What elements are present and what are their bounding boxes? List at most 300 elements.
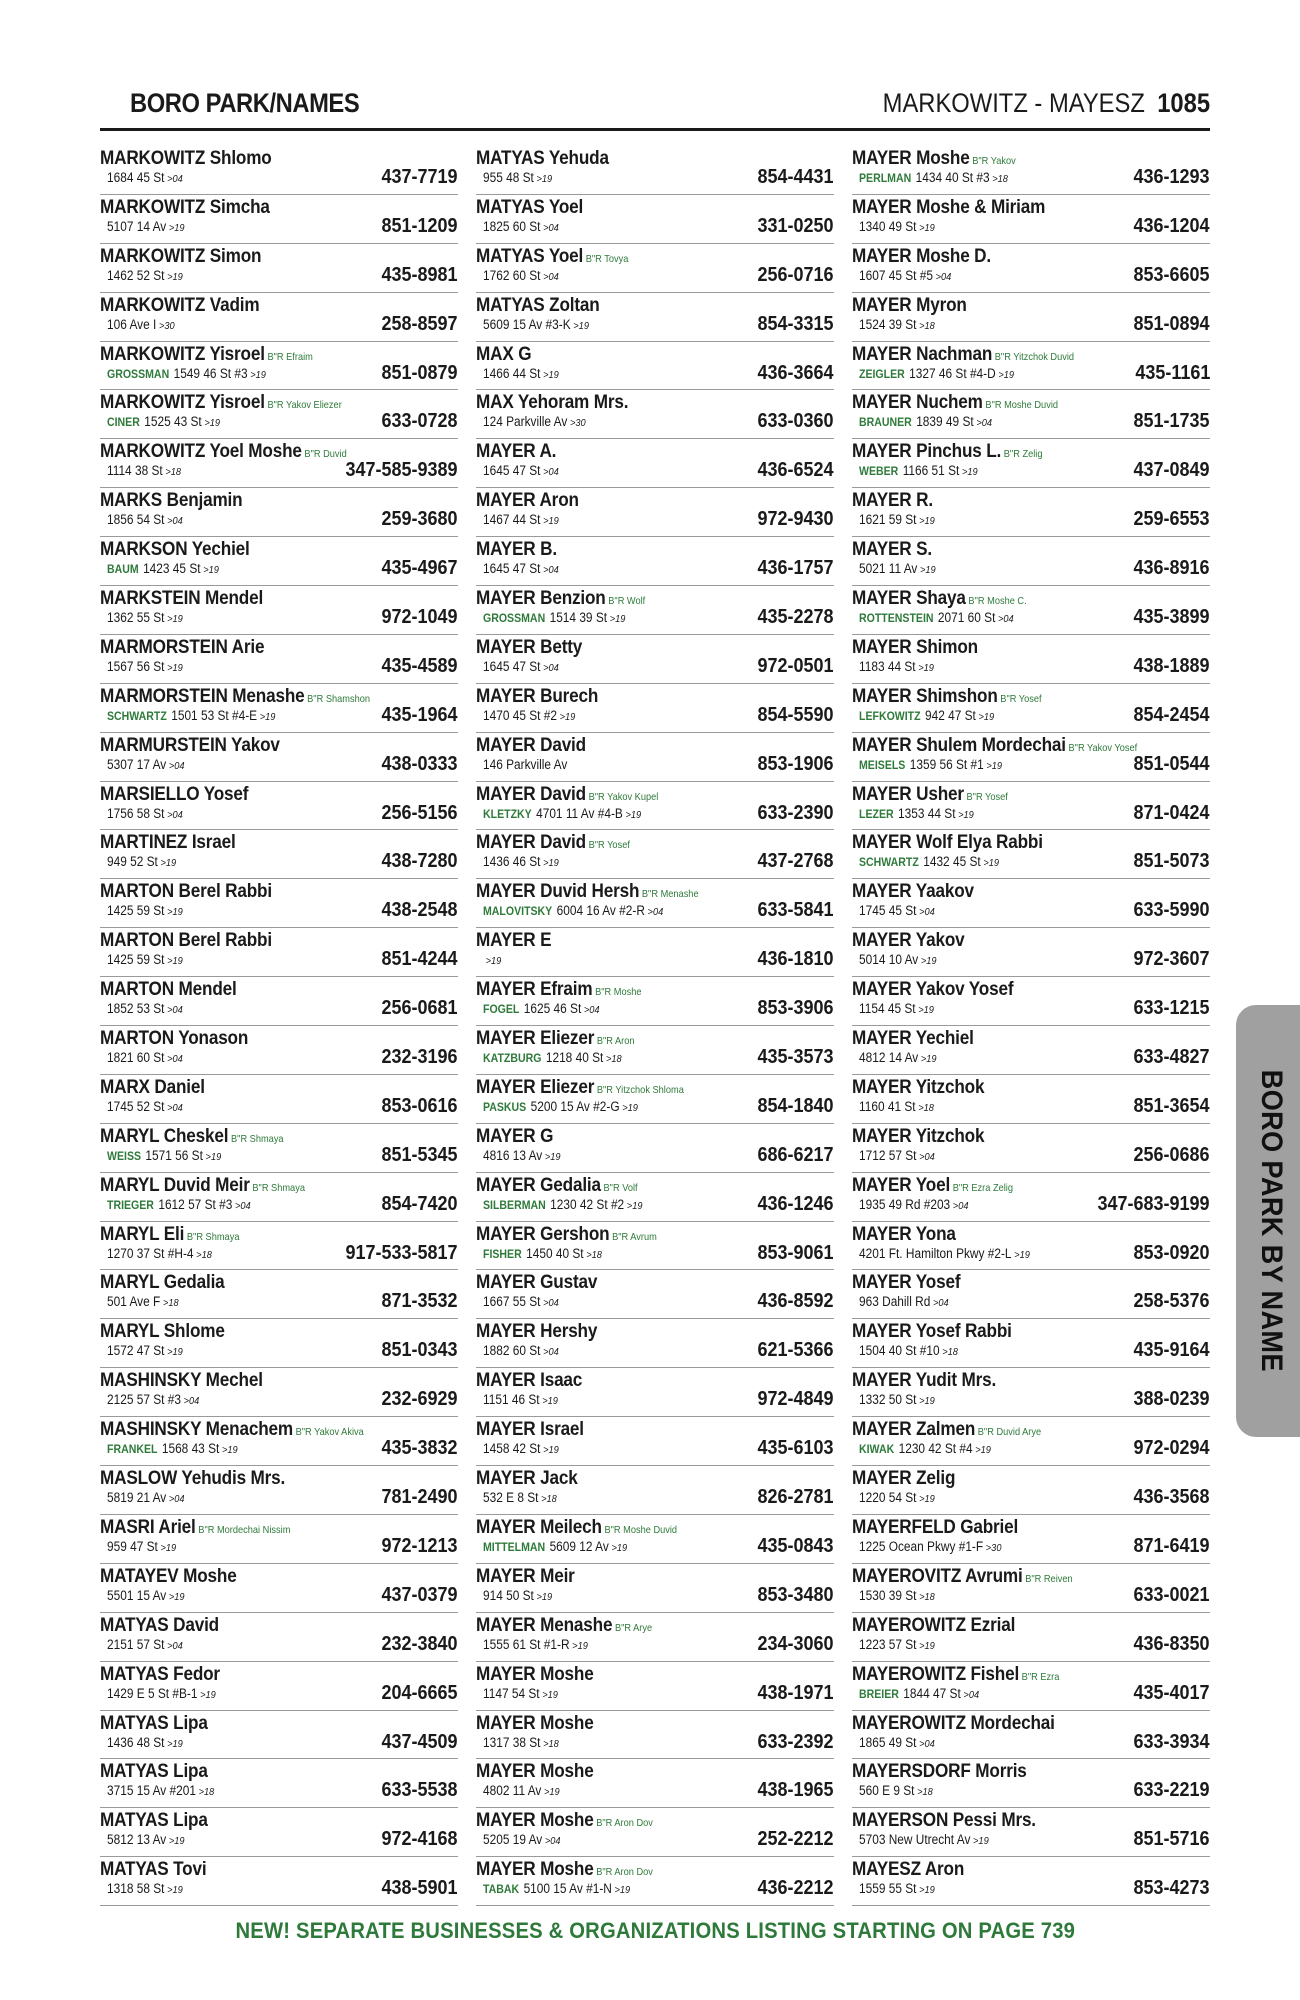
street-address: 1467 44 St [483,512,541,528]
zip-code: >04 [543,221,559,234]
zip-code: >19 [168,221,185,234]
listing-address [483,610,625,625]
listing-entry [100,1173,458,1222]
name-text: MASLOW Yehudis Mrs. [100,1467,286,1490]
name-text: MAYEROVITZ Avrumi [852,1564,1023,1587]
listing-entry [476,146,834,195]
name-text: MAYERFELD Gabriel [852,1515,1019,1538]
phone-number: 438-5901 [381,1877,458,1900]
maiden-name: BREIER [859,1686,899,1701]
listing-name [100,1516,290,1539]
name-text: MAYER Yakov [852,929,965,952]
name-text: MARTINEZ Israel [100,831,236,854]
listing-entry [852,1270,1210,1319]
street-address: 5501 15 Av [107,1587,167,1603]
name-text: MAYER Jack [476,1467,578,1490]
street-address: 1327 46 St #4-D [909,365,996,381]
name-text: MASHINSKY Mechel [100,1369,263,1392]
listing-address [107,1832,185,1847]
phone-number: 436-3664 [757,361,834,384]
listing-address [107,1783,214,1798]
name-text: MARYL Eli [100,1222,185,1245]
street-address: 1762 60 St [483,267,541,283]
listing-address [859,268,951,283]
phone-number: 853-0920 [1133,1241,1210,1264]
listing-name [476,1809,653,1832]
phone-number: 252-2212 [757,1828,834,1851]
phone-number: 435-9164 [1133,1339,1210,1362]
name-text: MAYER B. [476,538,557,561]
listing-name [852,1467,955,1490]
zip-code: >19 [543,515,559,528]
name-text: MAYER Gustav [476,1271,598,1294]
name-text: MAYER Moshe [476,1760,594,1783]
name-text: MAYER Moshe [852,147,970,169]
name-text: MAYER Eliezer [476,1075,595,1098]
name-text: MARKOWITZ Yisroel [100,391,265,414]
maiden-name: CINER [107,415,140,430]
phone-number: 435-0843 [757,1534,834,1557]
phone-number: 435-1964 [381,703,458,726]
patronymic: B"R Yosef [1000,692,1042,705]
listing-address [107,1735,183,1750]
name-text: MAYERSDORF Morris [852,1760,1027,1783]
listing-address [107,1490,185,1505]
zip-code: >04 [963,1688,980,1701]
zip-code: >19 [978,710,995,723]
zip-code: >19 [572,1639,588,1652]
name-text: MARKSON Yechiel [100,538,250,561]
listing-entry [852,1124,1210,1173]
zip-code: >04 [167,515,183,528]
name-text: MATYAS Lipa [100,1711,208,1734]
listing-entry [852,244,1210,293]
listing-entry [100,1124,458,1173]
listing-entry [100,1857,458,1906]
street-address: 1160 41 St [859,1098,916,1114]
listing-name [100,978,237,1001]
directory-columns [100,146,1210,1911]
listing-entry [852,1075,1210,1124]
listing-name [852,783,1008,806]
name-text: MAYER Gershon [476,1222,610,1245]
listing-address [859,1343,958,1358]
maiden-name: BAUM [107,562,139,577]
patronymic: B"R Wolf [608,595,646,608]
name-text: MARTON Berel Rabbi [100,929,272,952]
listing-entry [100,782,458,831]
street-address: 1756 58 St [107,805,165,821]
listing-address [483,317,589,332]
maiden-name: WEISS [107,1148,142,1163]
street-address: 5703 New Utrecht Av [859,1832,971,1848]
listing-name [476,978,642,1001]
zip-code: >18 [919,1590,935,1603]
zip-code: >19 [167,270,183,283]
street-address: 1218 40 St [545,1050,604,1066]
listing-entry [476,1759,834,1808]
name-range: MARKOWITZ - MAYESZ [882,88,1145,118]
listing-name [100,538,250,561]
zip-code: >19 [919,221,935,234]
street-address: 1429 E 5 St #B-1 [107,1685,198,1701]
name-text: MAYER David [476,733,586,756]
side-tab [1236,1005,1300,1437]
listing-name [476,440,556,463]
zip-code: >19 [958,808,974,821]
zip-code: >19 [919,1884,935,1897]
maiden-name: FISHER [483,1246,522,1261]
patronymic: B"R Yitzchok Shloma [596,1083,684,1096]
street-address: 1865 49 St [859,1734,917,1750]
listing-name [100,685,370,708]
zip-code: >19 [918,661,934,674]
phone-number: 853-4273 [1133,1877,1210,1900]
maiden-name: KLETZKY [483,806,532,821]
listing-address [483,268,559,283]
listing-address [859,1392,935,1407]
street-address: 1340 49 St [859,218,917,234]
street-address: 1270 37 St #H-4 [107,1245,194,1261]
listing-name [476,1027,635,1050]
street-address: 1821 60 St [107,1050,165,1066]
listing-name [100,1712,208,1735]
street-address: 1607 45 St #5 [859,267,933,283]
street-address: 1166 51 St [902,463,960,479]
listing-name [476,1516,677,1539]
listing-address [483,1246,602,1261]
zip-code: >19 [160,857,177,870]
phone-number: 438-1889 [1133,654,1210,677]
listing-entry [852,1857,1210,1906]
listing-name [852,1076,984,1099]
listing-name [476,343,531,366]
name-text: MARYL Shlome [100,1320,225,1343]
phone-number: 633-0360 [757,410,834,433]
zip-code: >04 [919,906,935,919]
name-text: MAYER Betty [476,635,583,658]
zip-code: >18 [919,319,935,332]
listing-address [859,708,994,723]
street-address: 5014 10 Av [859,952,919,968]
listing-entry [852,1564,1210,1613]
phone-number: 972-1213 [381,1534,458,1557]
listing-entry [476,1026,834,1075]
listing-name [852,1516,1018,1539]
zip-code: >19 [975,1444,991,1457]
listing-entry [476,1711,834,1760]
zip-code: >19 [259,710,276,723]
street-address: 1839 49 St [916,414,974,430]
listing-name [476,1467,578,1490]
listing-address [483,952,501,967]
listing-name [852,1760,1027,1783]
name-text: MAYER Moshe [476,1662,594,1685]
zip-code: >19 [167,1737,183,1750]
listing-entry [852,1808,1210,1857]
name-text: MARSIELLO Yosef [100,782,249,805]
maiden-name: KIWAK [859,1442,895,1457]
listing-name [852,1663,1059,1686]
zip-code: >04 [583,1004,600,1017]
zip-code: >19 [543,368,559,381]
listing-entry [476,293,834,342]
zip-code: >04 [167,1004,183,1017]
listing-name [100,489,242,512]
street-address: 959 47 St [107,1538,158,1554]
maiden-name: SILBERMAN [483,1197,546,1212]
zip-code: >19 [611,1541,628,1554]
listing-entry [100,1662,458,1711]
name-text: MARX Daniel [100,1075,205,1098]
listing-address [483,854,559,869]
name-text: MAYER Yona [852,1222,956,1245]
listing-address [859,1001,934,1016]
listing-name [100,636,264,659]
phone-number: 972-0294 [1133,1437,1210,1460]
zip-code: >04 [167,808,183,821]
listing-entry [100,879,458,928]
patronymic: B"R Duvid [304,448,347,461]
name-text: MATYAS Yoel [476,244,584,267]
zip-code: >04 [543,564,559,577]
phone-number: 259-3680 [381,508,458,531]
patronymic: B"R Yitzchok Duvid [994,350,1075,363]
name-text: MAYER Burech [476,684,599,707]
zip-code: >04 [976,417,992,430]
listing-entry [476,342,834,391]
listing-name [100,1418,364,1441]
maiden-name: LEFKOWITZ [859,708,921,723]
listing-entry [852,488,1210,537]
zip-code: >19 [609,613,626,626]
listing-address [107,170,183,185]
listing-name [476,1663,594,1686]
listing-name [852,1614,1015,1637]
phone-number: 232-3196 [381,1046,458,1069]
patronymic: B"R Menashe [641,888,699,901]
listing-name [100,1467,285,1490]
phone-number: 256-5156 [381,801,458,824]
listing-address [107,512,183,527]
zip-code: >18 [942,1346,958,1359]
listing-entry [852,146,1210,195]
listing-entry [476,1613,834,1662]
street-address: 1359 56 St #1 [909,756,984,772]
patronymic: B"R Mordechai Nissim [198,1523,291,1536]
name-text: MAYER Menashe [476,1613,613,1636]
phone-number: 436-2212 [757,1877,834,1900]
phone-number: 854-4431 [757,166,834,188]
listing-name [100,587,263,610]
name-text: MAYER Moshe D. [852,244,991,267]
name-text: MAYER Moshe [476,1858,594,1881]
maiden-name: MALOVITSKY [483,904,553,919]
listing-address [483,806,641,821]
listing-address [859,170,1008,185]
listing-address [107,1881,183,1896]
zip-code: >19 [544,1786,560,1799]
name-text: MASHINSKY Menachem [100,1418,293,1441]
name-text: MAYER Moshe [476,1809,594,1832]
listing-name [476,391,628,414]
listing-address [107,757,185,772]
listing-address [859,1832,989,1847]
street-address: 1425 59 St [107,952,165,968]
phone-number: 438-0333 [381,752,458,775]
street-address: 5812 13 Av [107,1832,167,1848]
listing-address [483,1294,559,1309]
zip-code: >19 [485,955,502,968]
patronymic: B"R Yakov [972,155,1016,167]
zip-code: >19 [614,1884,631,1897]
listing-entry [100,390,458,439]
zip-code: >19 [167,613,183,626]
zip-code: >18 [165,466,182,479]
zip-code: >04 [543,270,559,283]
listing-name [100,1027,248,1050]
zip-code: >19 [622,1101,638,1114]
zip-code: >19 [543,1444,559,1457]
listing-entry [476,879,834,928]
listing-entry [476,1075,834,1124]
zip-code: >19 [998,368,1015,381]
name-text: MATYAS David [100,1613,219,1636]
name-text: MARMORSTEIN Arie [100,635,265,658]
phone-number: 853-0616 [381,1094,458,1117]
street-address: 124 Parkville Av [483,414,568,430]
listing-address [107,463,181,478]
street-address: 146 Parkville Av [483,756,568,772]
name-text: MAYER R. [852,489,933,512]
listing-address [107,268,183,283]
street-address: 4701 11 Av #4-B [536,805,623,821]
street-address: 1332 50 St [859,1392,917,1408]
zip-code: >18 [586,1248,602,1261]
street-address: 1612 57 St #3 [158,1196,233,1212]
listing-name [852,880,974,903]
name-text: MARKOWITZ Simcha [100,195,270,218]
listing-name [852,245,991,268]
listing-entry [476,488,834,537]
listing-entry [852,1173,1210,1222]
listing-address [859,610,1014,625]
zip-code: >04 [543,1297,559,1310]
zip-code: >04 [543,661,559,674]
listing-address [483,1881,630,1896]
listing-address [483,1441,559,1456]
phone-number: 435-6103 [757,1437,834,1460]
phone-number: 258-5376 [1133,1290,1210,1313]
listing-name [100,929,272,952]
listing-name [476,1271,597,1294]
listing-name [476,245,628,268]
street-address: 963 Dahill Rd [859,1294,931,1310]
listing-entry [476,1319,834,1368]
listing-address [107,1392,199,1407]
listing-name [100,1125,284,1148]
listing-name [476,1076,684,1099]
listing-entry [100,928,458,977]
listing-address [483,463,559,478]
listing-name [852,489,933,512]
phone-number: 633-2392 [757,1730,834,1753]
listing-entry [100,1368,458,1417]
maiden-name: BRAUNER [859,415,912,430]
phone-number: 851-0343 [381,1339,458,1362]
listing-address [859,1294,949,1309]
listing-entry [100,537,458,586]
street-address: 949 52 St [107,854,158,870]
zip-code: >19 [920,1053,937,1066]
listing-name [852,636,978,659]
street-address: 1825 60 St [483,218,541,234]
listing-address [483,708,575,723]
street-address: 1466 44 St [483,365,541,381]
name-text: MAYER Myron [852,293,967,316]
phone-number: 436-8916 [1133,557,1210,580]
listing-name [852,1223,956,1246]
listing-entry [852,1759,1210,1808]
name-text: MAYER Wolf Elya Rabbi [852,831,1043,854]
listing-address [107,1050,183,1065]
patronymic: B"R Avrum [612,1230,657,1243]
name-text: MAYER Shulem Mordechai [852,733,1066,756]
maiden-name: SCHWARTZ [107,708,167,723]
listing-address [107,854,176,869]
listing-address [483,903,663,918]
listing-address [859,854,999,869]
phone-number: 851-5073 [1133,850,1210,873]
maiden-name: TRIEGER [107,1197,154,1212]
listing-address [483,757,567,772]
street-address: 1684 45 St [107,170,165,185]
phone-number: 435-2278 [757,606,834,629]
listing-name [476,1858,653,1881]
listing-name [852,1858,964,1881]
listing-address [859,952,937,967]
phone-number: 437-7719 [381,166,458,188]
street-address: 1225 Ocean Pkwy #1-F [859,1538,984,1554]
listing-name [100,440,347,463]
listing-name [476,1223,657,1246]
name-text: MAYER David [476,782,586,805]
street-address: 914 50 St [483,1587,534,1603]
phone-number: 436-1810 [757,948,834,971]
phone-number: 851-0544 [1133,752,1210,775]
listing-entry [852,342,1210,391]
name-text: MAYER Shimon [852,635,978,658]
phone-number: 851-3654 [1133,1094,1210,1117]
listing-entry [100,1515,458,1564]
street-address: 5609 15 Av #3-K [483,316,571,332]
phone-number: 871-3532 [381,1290,458,1313]
listing-address [859,1686,979,1701]
name-text: MARYL Duvid Meir [100,1173,250,1196]
listing-entry [852,1319,1210,1368]
listing-name [476,147,609,170]
listing-address [859,317,935,332]
zip-code: >04 [919,1150,935,1163]
listing-entry [100,1319,458,1368]
name-text: MAYESZ Aron [852,1858,965,1881]
street-address: 1856 54 St [107,512,165,528]
name-text: MARKOWITZ Shlomo [100,147,272,169]
name-text: MARMORSTEIN Menashe [100,684,305,707]
listing-name [852,1565,1073,1588]
street-address: 1450 40 St [526,1245,584,1261]
street-address: 5200 15 Av #2-G [530,1098,620,1114]
